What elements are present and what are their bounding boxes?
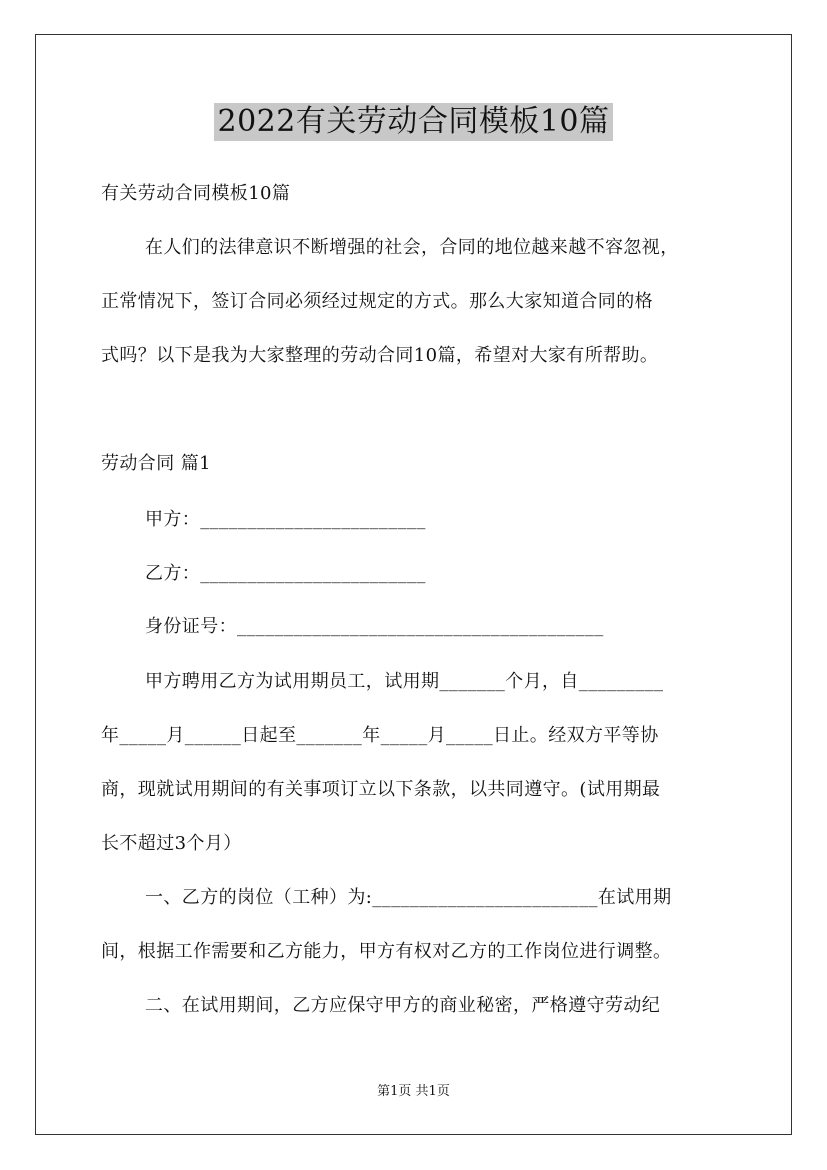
clause-1-line-2: 间，根据工作需要和乙方能力，甲方有权对乙方的工作岗位进行调整。 — [101, 941, 672, 962]
page-footer: 第1页 共1页 — [377, 1084, 450, 1099]
party-b-field: 乙方：________________________ — [145, 563, 426, 584]
title-container — [0, 103, 827, 141]
clause-2-line-1: 二、在试用期间，乙方应保守甲方的商业秘密，严格遵守劳动纪 — [145, 995, 661, 1016]
party-a-field: 甲方：________________________ — [145, 509, 426, 530]
probation-line-3: 商，现就试用期间的有关事项订立以下条款，以共同遵守。(试用期最 — [101, 779, 661, 800]
probation-line-1: 甲方聘用乙方为试用期员工，试用期_______个月，自_________ — [145, 671, 664, 692]
probation-line-2: 年_____月______日起至_______年_____月_____日止。经双方平等协 — [101, 725, 659, 746]
id-number-field: 身份证号：_______________________________________ — [145, 616, 604, 637]
document-subtitle: 有关劳动合同模板10篇 — [101, 183, 291, 204]
section-heading: 劳动合同 篇1 — [101, 453, 211, 474]
intro-line-1: 在人们的法律意识不断增强的社会，合同的地位越来越不容忽视， — [145, 237, 679, 258]
document-title: 2022有关劳动合同模板10篇 — [214, 103, 612, 141]
intro-line-3: 式吗？以下是我为大家整理的劳动合同10篇，希望对大家有所帮助。 — [101, 345, 659, 366]
probation-line-4: 长不超过3个月） — [101, 833, 242, 854]
clause-1-line-1: 一、乙方的岗位（工种）为:________________________在试用期 — [145, 887, 672, 908]
intro-line-2: 正常情况下，签订合同必须经过规定的方式。那么大家知道合同的格 — [101, 291, 653, 312]
